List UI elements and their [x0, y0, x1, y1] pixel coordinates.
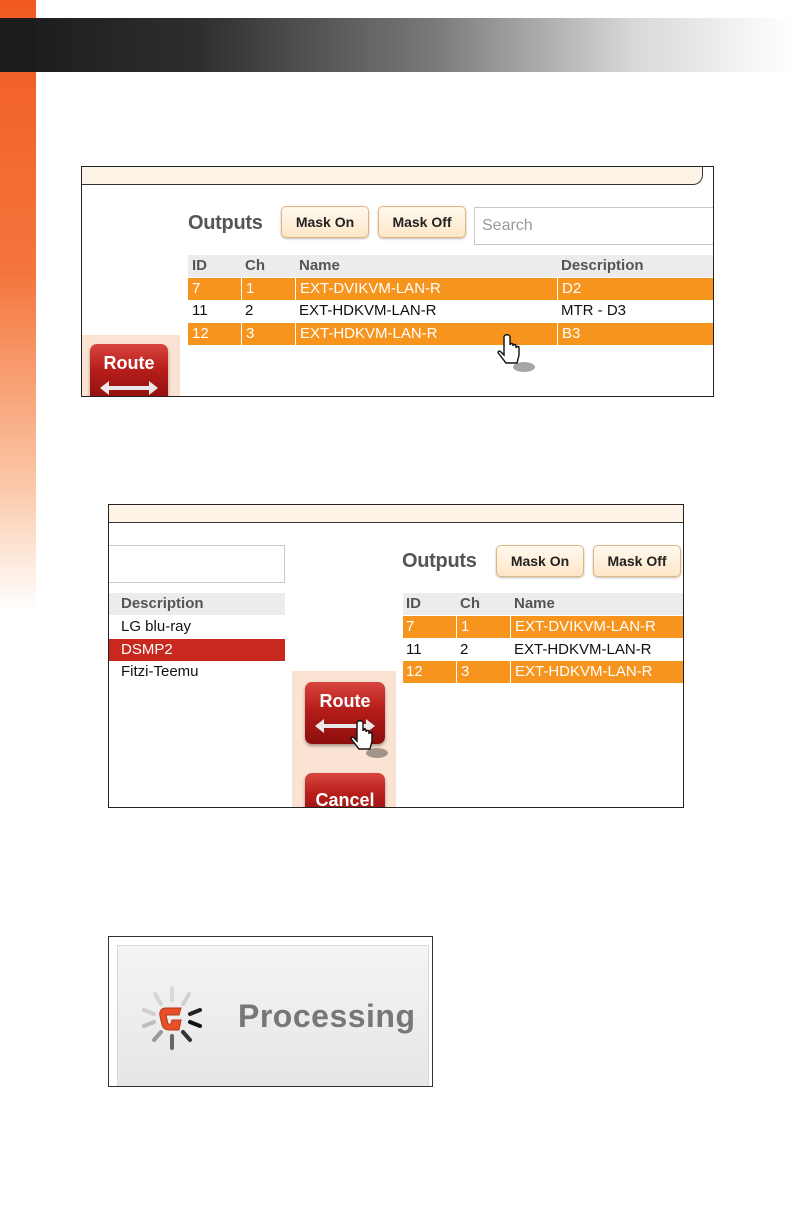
row-description: MTR - D3	[561, 302, 626, 319]
route-button-label: Route	[319, 691, 371, 711]
outputs-label: Outputs	[402, 550, 477, 572]
input-list-item[interactable]	[109, 616, 285, 638]
row-ch: 3	[241, 323, 254, 345]
processing-panel	[117, 945, 429, 1087]
row-description: B3	[557, 323, 580, 345]
column-header-ch[interactable]: Ch	[245, 257, 265, 274]
search-input[interactable]: Search	[474, 207, 714, 245]
hand-cursor-icon	[496, 333, 540, 377]
column-header-name[interactable]: Name	[514, 595, 555, 612]
processing-label: Processing	[238, 998, 416, 1034]
row-ch: 1	[241, 278, 254, 300]
page-side-stripe	[0, 0, 36, 610]
column-header-id[interactable]: ID	[192, 257, 207, 274]
row-id: 7	[406, 618, 415, 635]
row-name: EXT-HDKVM-LAN-R	[510, 661, 653, 683]
mask-on-button[interactable]: Mask On	[496, 545, 584, 577]
column-header-ch[interactable]: Ch	[460, 595, 480, 612]
page-header-left-block	[0, 18, 36, 72]
row-id: 11	[192, 302, 208, 319]
row-ch: 2	[460, 641, 469, 658]
input-description: LG blu-ray	[121, 618, 192, 635]
table-row[interactable]	[188, 278, 714, 300]
row-id: 11	[406, 641, 422, 658]
input-list-item[interactable]	[109, 639, 285, 661]
row-name: EXT-HDKVM-LAN-R	[295, 323, 438, 345]
cancel-button[interactable]	[305, 773, 385, 808]
row-name: EXT-DVIKVM-LAN-R	[295, 278, 441, 300]
row-description: D2	[557, 278, 581, 300]
hand-cursor-icon	[349, 719, 393, 763]
input-list-item[interactable]	[109, 661, 285, 683]
row-id: 12	[406, 663, 423, 680]
title-bar	[109, 505, 683, 523]
table-header	[188, 255, 714, 277]
table-row[interactable]	[403, 639, 683, 661]
column-header-description[interactable]: Description	[121, 595, 204, 612]
table-row[interactable]	[403, 661, 683, 683]
column-header-id[interactable]: ID	[406, 595, 421, 612]
column-header-name[interactable]: Name	[299, 257, 340, 274]
inputs-table-header	[109, 593, 285, 615]
mask-off-button[interactable]: Mask Off	[593, 545, 681, 577]
row-id: 7	[192, 280, 201, 297]
table-row[interactable]	[188, 300, 714, 322]
route-button-label: Route	[103, 353, 155, 373]
input-description: Fitzi-Teemu	[121, 663, 199, 680]
row-name: EXT-DVIKVM-LAN-R	[510, 616, 656, 638]
column-header-description[interactable]: Description	[561, 257, 644, 274]
mask-off-button[interactable]: Mask Off	[378, 206, 466, 238]
table-header	[403, 593, 683, 615]
table-row[interactable]	[403, 616, 683, 638]
processing-dialog	[108, 936, 433, 1087]
route-screenshot	[108, 504, 684, 808]
mask-on-button[interactable]: Mask On	[281, 206, 369, 238]
row-ch: 1	[456, 616, 469, 638]
input-description: DSMP2	[121, 641, 173, 658]
outputs-screenshot	[81, 166, 714, 397]
cancel-button-label: Cancel	[315, 790, 375, 808]
row-id: 12	[192, 325, 209, 342]
outputs-label: Outputs	[188, 212, 263, 234]
gefen-spinner-icon	[134, 980, 210, 1056]
row-name: EXT-HDKVM-LAN-R	[299, 302, 437, 319]
inputs-search-input[interactable]	[108, 545, 285, 583]
row-name: EXT-HDKVM-LAN-R	[514, 641, 652, 658]
route-button[interactable]	[90, 344, 168, 397]
route-arrow-icon	[108, 386, 150, 390]
table-row[interactable]	[188, 323, 714, 345]
title-bar	[82, 167, 703, 185]
row-ch: 2	[245, 302, 254, 319]
page-header-band	[0, 18, 792, 72]
row-ch: 3	[456, 661, 469, 683]
